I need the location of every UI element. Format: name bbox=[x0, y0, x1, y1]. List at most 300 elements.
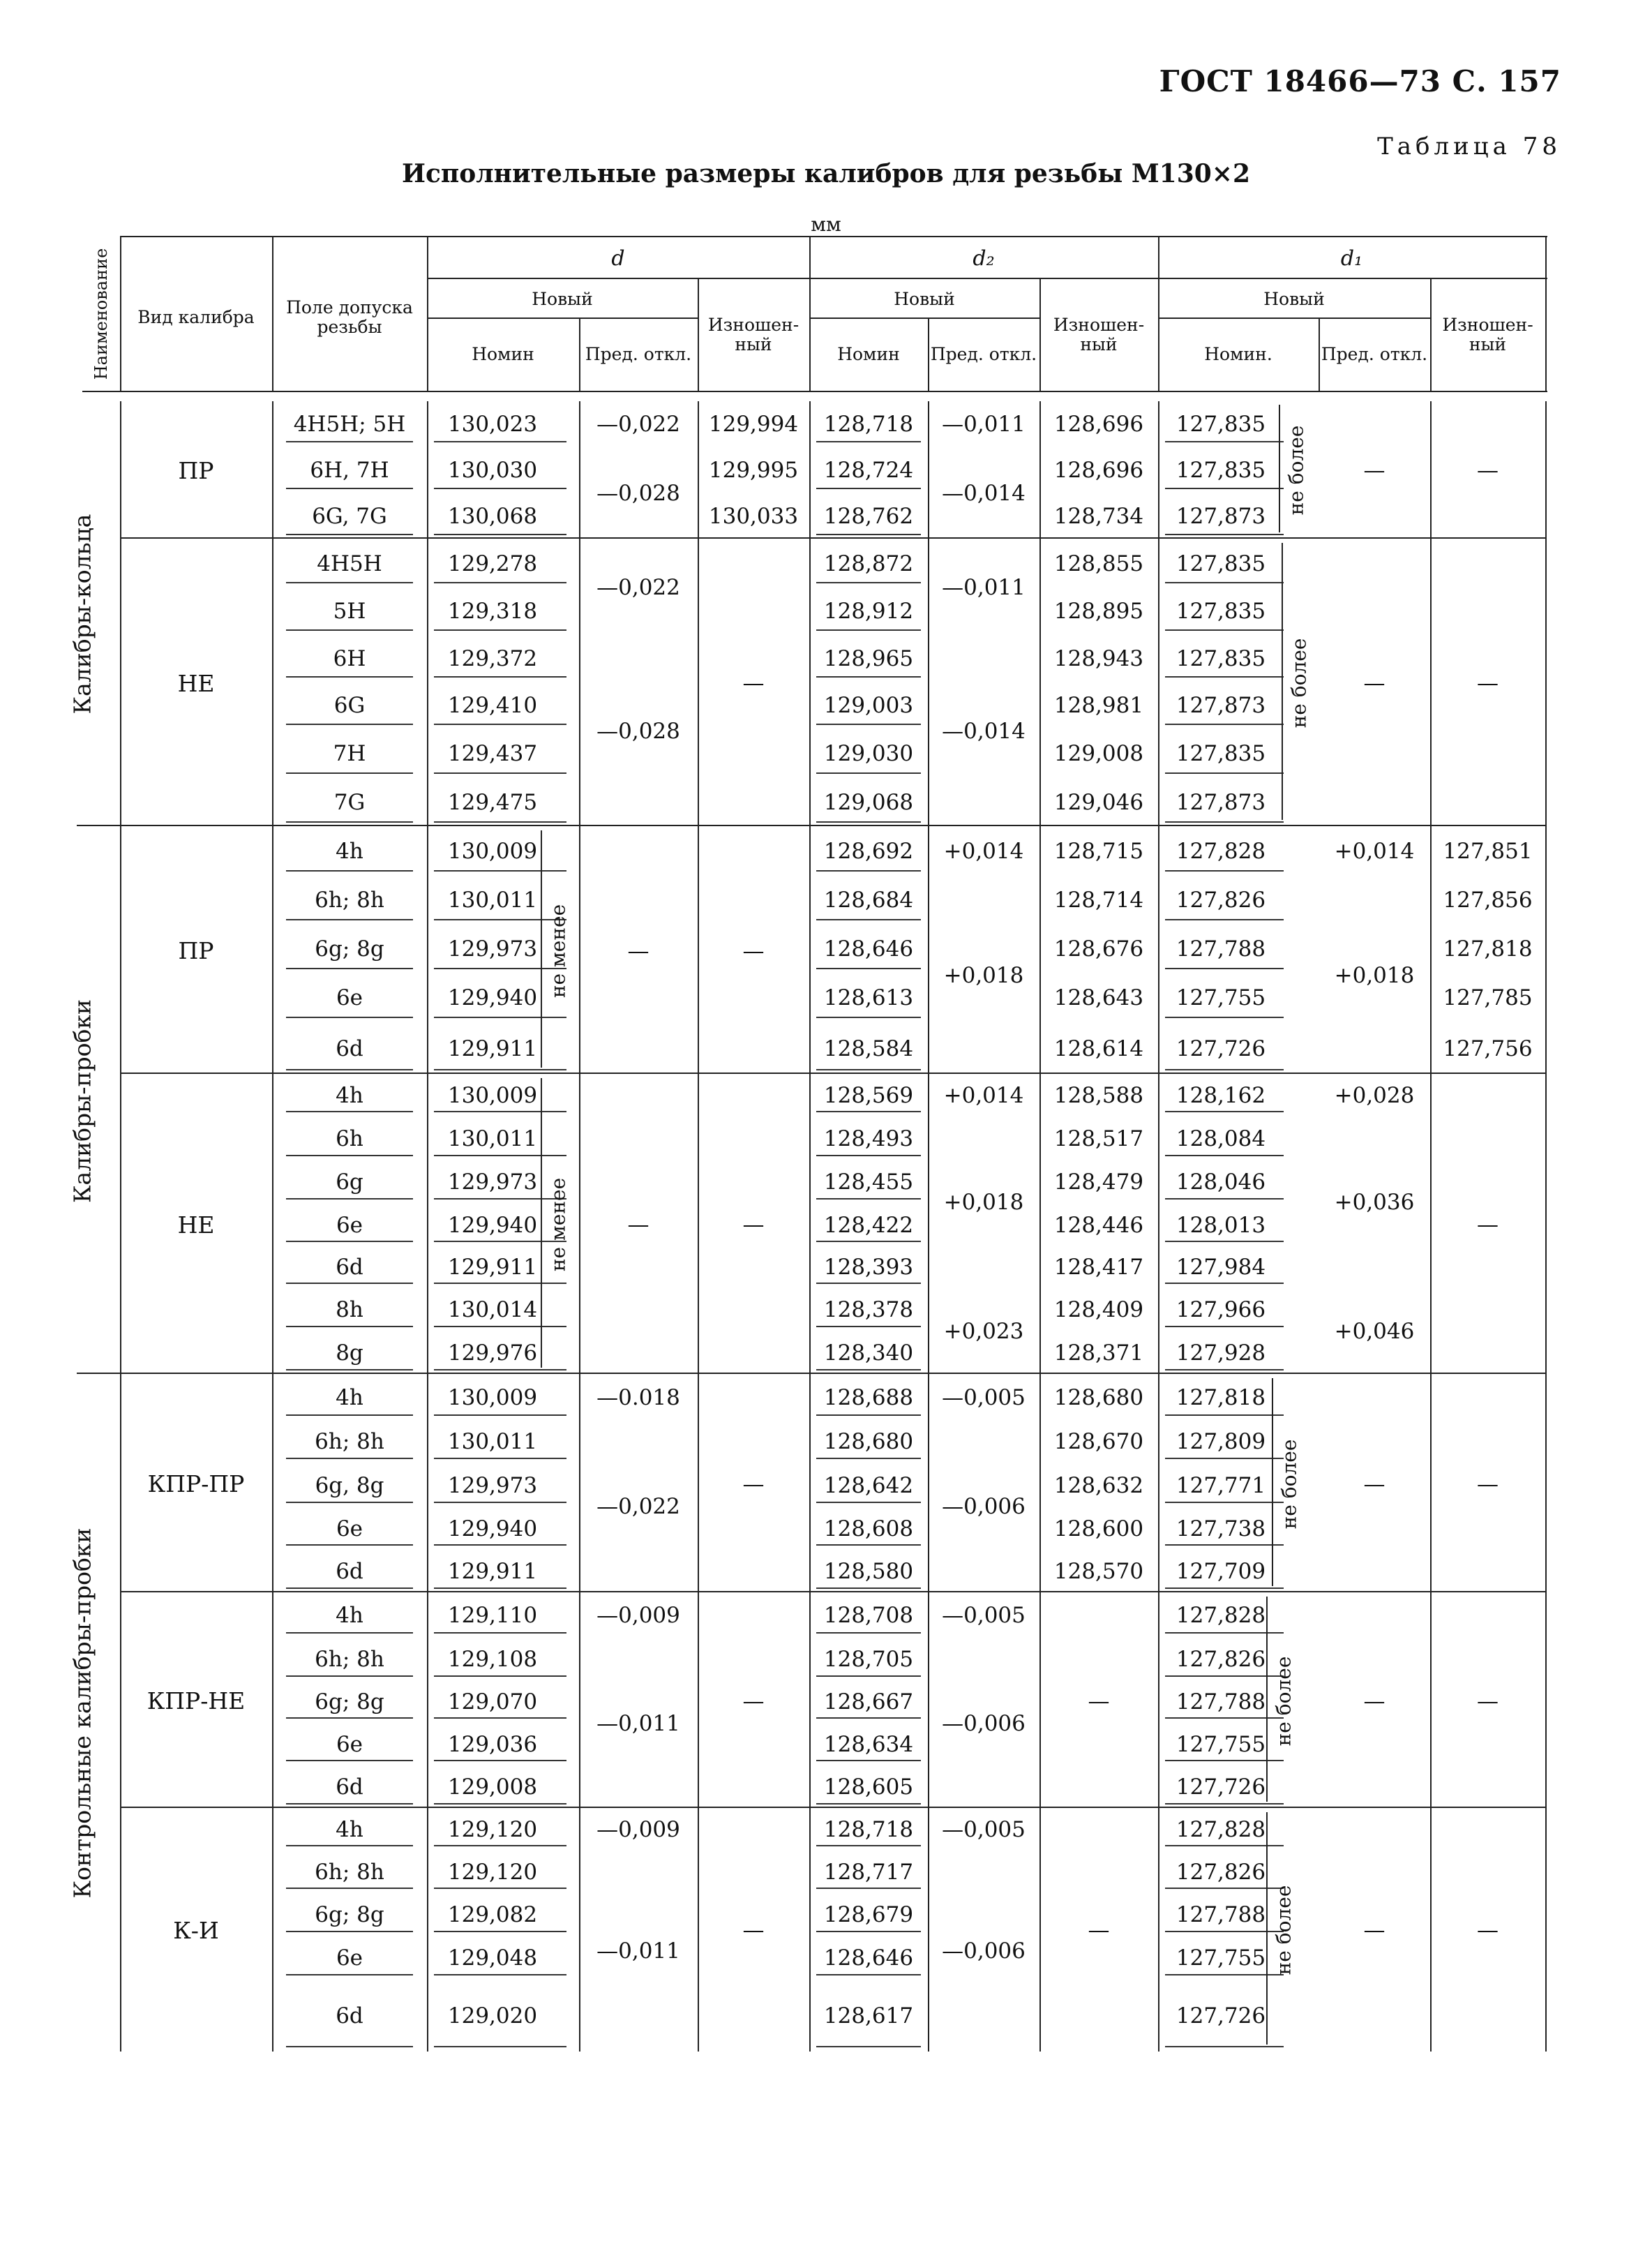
row-underline-d2 bbox=[816, 1414, 921, 1416]
d1-nominal: 127,873 bbox=[1176, 693, 1266, 718]
d2-nominal: 128,708 bbox=[823, 1603, 914, 1628]
tolerance-field: 6e bbox=[336, 985, 363, 1010]
d1-nominal: 127,835 bbox=[1176, 599, 1266, 624]
row-underline-pole bbox=[286, 1675, 413, 1677]
row-underline-d bbox=[434, 1069, 566, 1070]
tolerance-field: 6e bbox=[336, 1212, 363, 1238]
d1-nominal: 127,788 bbox=[1176, 1902, 1266, 1927]
merged-d2p: +0,014 bbox=[943, 839, 1024, 864]
merged-dp: —0,028 bbox=[596, 480, 680, 506]
row-underline-d1 bbox=[1165, 772, 1284, 774]
d2-nominal: 128,422 bbox=[823, 1212, 914, 1238]
tolerance-field: 6d bbox=[336, 1774, 363, 1800]
header-d1-sub-rule bbox=[1158, 317, 1430, 319]
d1-nominal: 127,709 bbox=[1176, 1559, 1266, 1584]
limit-bracket-2 bbox=[541, 830, 542, 1068]
d-nominal: 129,120 bbox=[447, 1859, 538, 1885]
d1-nominal: 127,826 bbox=[1176, 888, 1266, 913]
row-underline-pole bbox=[286, 676, 413, 678]
d2-worn: 128,588 bbox=[1053, 1083, 1144, 1108]
row-underline-d1 bbox=[1165, 1017, 1284, 1018]
d1-nominal: 127,788 bbox=[1176, 1689, 1266, 1714]
merged-dw: — bbox=[742, 1212, 765, 1237]
row-underline-d bbox=[434, 1155, 566, 1156]
tolerance-field: 6g bbox=[336, 1170, 363, 1195]
d2-nominal: 128,455 bbox=[823, 1170, 914, 1195]
d1-nominal: 127,966 bbox=[1176, 1297, 1266, 1322]
tolerance-field: 6d bbox=[336, 1559, 363, 1584]
row-underline-d2 bbox=[816, 724, 921, 725]
d2-nominal: 128,762 bbox=[823, 504, 914, 529]
tolerance-field: 6h; 8h bbox=[315, 1859, 384, 1885]
tolerance-field: 6g; 8g bbox=[315, 1902, 384, 1927]
tolerance-field: 6h bbox=[336, 1126, 363, 1151]
row-underline-pole bbox=[286, 1760, 413, 1761]
d2-nominal: 128,679 bbox=[823, 1902, 914, 1927]
d1-nominal: 128,013 bbox=[1176, 1212, 1266, 1238]
row-underline-d2 bbox=[816, 1198, 921, 1200]
row-underline-d1 bbox=[1165, 1326, 1284, 1327]
d2-nominal: 128,580 bbox=[823, 1559, 914, 1584]
row-underline-pole bbox=[286, 1241, 413, 1242]
merged-d2p: —0,006 bbox=[942, 1710, 1026, 1736]
row-underline-pole bbox=[286, 1931, 413, 1932]
d2-nominal: 128,608 bbox=[823, 1516, 914, 1541]
d-nominal: 129,278 bbox=[447, 551, 538, 576]
header-pole: Поле допуска резьбы bbox=[286, 297, 413, 337]
gauge-type-2: ПР bbox=[178, 937, 214, 964]
header-d-sub-rule bbox=[427, 317, 699, 319]
d1-nominal: 127,738 bbox=[1176, 1516, 1266, 1541]
merged-d1p: +0,036 bbox=[1334, 1190, 1415, 1215]
merged-d1p: — bbox=[1363, 1688, 1386, 1714]
d2-nominal: 128,684 bbox=[823, 888, 914, 913]
tolerance-field: 4h bbox=[336, 1384, 363, 1410]
row-underline-d bbox=[434, 1888, 566, 1889]
d2-nominal: 128,340 bbox=[823, 1340, 914, 1366]
row-underline-d bbox=[434, 821, 566, 823]
tolerance-field: 6G, 7G bbox=[312, 504, 387, 529]
d2-nominal: 128,705 bbox=[823, 1647, 914, 1672]
tolerance-field: 4h bbox=[336, 1603, 363, 1628]
row-underline-d2 bbox=[816, 1544, 921, 1546]
row-underline-pole bbox=[286, 1111, 413, 1112]
row-underline-pole bbox=[286, 1369, 413, 1370]
row-underline-d1 bbox=[1165, 629, 1284, 631]
row-underline-d bbox=[434, 1414, 566, 1416]
merged-d2w: — bbox=[1088, 1918, 1110, 1943]
d1-nominal: 127,984 bbox=[1176, 1255, 1266, 1280]
row-underline-d1 bbox=[1165, 1198, 1284, 1200]
row-underline-d bbox=[434, 1587, 566, 1589]
d-nominal: 129,070 bbox=[447, 1689, 538, 1714]
header-d-worn: Изношен-ный bbox=[707, 315, 799, 354]
d-nominal: 129,911 bbox=[447, 1559, 538, 1584]
row-underline-pole bbox=[286, 1198, 413, 1200]
d-nominal: 130,009 bbox=[447, 1384, 538, 1410]
row-underline-d2 bbox=[816, 582, 921, 583]
d-nominal: 130,023 bbox=[447, 411, 538, 437]
d-nominal: 129,940 bbox=[447, 1516, 538, 1541]
row-underline-d1 bbox=[1165, 1283, 1284, 1284]
merged-d1p: +0,028 bbox=[1334, 1083, 1415, 1108]
d2-worn: 128,417 bbox=[1053, 1255, 1144, 1280]
d-nominal: 129,911 bbox=[447, 1036, 538, 1061]
tolerance-field: 6d bbox=[336, 2003, 363, 2028]
row-underline-pole bbox=[286, 968, 413, 969]
row-underline-pole bbox=[286, 1283, 413, 1284]
d2-nominal: 128,613 bbox=[823, 985, 914, 1010]
section-label-0: Калибры-кольца bbox=[68, 514, 96, 715]
tolerance-field: 6h; 8h bbox=[315, 1647, 384, 1672]
limit-label: не менее bbox=[546, 904, 570, 998]
gauge-type-0: ПР bbox=[178, 456, 214, 484]
row-underline-d1 bbox=[1165, 1155, 1284, 1156]
d2-worn: 129,008 bbox=[1053, 741, 1144, 766]
d-nominal: 129,108 bbox=[447, 1647, 538, 1672]
row-underline-d1 bbox=[1165, 1069, 1284, 1070]
row-underline-pole bbox=[286, 1458, 413, 1459]
d2-nominal: 128,605 bbox=[823, 1774, 914, 1800]
row-underline-d bbox=[434, 1760, 566, 1761]
merged-d1p: +0,014 bbox=[1334, 839, 1415, 864]
tolerance-field: 6h; 8h bbox=[315, 1429, 384, 1454]
row-underline-d bbox=[434, 2046, 566, 2047]
d2-worn: 128,600 bbox=[1053, 1516, 1144, 1541]
merged-d1w: — bbox=[1477, 1918, 1499, 1943]
row-underline-d bbox=[434, 1544, 566, 1546]
d-nominal: 129,020 bbox=[447, 2003, 538, 2028]
d1-nominal: 127,788 bbox=[1176, 936, 1266, 962]
merged-dw: — bbox=[742, 671, 765, 696]
row-underline-d bbox=[434, 1283, 566, 1284]
row-underline-pole bbox=[286, 1803, 413, 1805]
row-underline-d1 bbox=[1165, 1544, 1284, 1546]
limit-label: не менее bbox=[546, 1177, 570, 1272]
d1-worn: 127,851 bbox=[1443, 839, 1533, 864]
row-underline-d bbox=[434, 534, 566, 535]
limit-bracket-0 bbox=[1279, 405, 1280, 532]
d2-worn: 128,895 bbox=[1053, 599, 1144, 624]
d-nominal: 129,973 bbox=[447, 1472, 538, 1498]
d1-nominal: 127,835 bbox=[1176, 411, 1266, 437]
merged-d1p: — bbox=[1363, 458, 1386, 483]
merged-d1p: — bbox=[1363, 671, 1386, 696]
d1-nominal: 127,726 bbox=[1176, 2003, 1266, 2028]
d-nominal: 129,940 bbox=[447, 985, 538, 1010]
d2-nominal: 128,692 bbox=[823, 839, 914, 864]
row-underline-pole bbox=[286, 1845, 413, 1846]
row-underline-d2 bbox=[816, 919, 921, 920]
header-group-rule bbox=[427, 278, 1547, 279]
d2-nominal: 128,688 bbox=[823, 1384, 914, 1410]
row-underline-pole bbox=[286, 1155, 413, 1156]
row-underline-pole bbox=[286, 629, 413, 631]
d-nominal: 129,911 bbox=[447, 1255, 538, 1280]
d1-worn: 127,856 bbox=[1443, 888, 1533, 913]
d-nominal: 129,048 bbox=[447, 1945, 538, 1971]
merged-d2p: +0,014 bbox=[943, 1083, 1024, 1108]
header-d2-dev: Пред. откл. bbox=[930, 343, 1037, 364]
unit-label: мм bbox=[811, 213, 841, 236]
d2-nominal: 128,680 bbox=[823, 1429, 914, 1454]
merged-dp: —0,022 bbox=[596, 574, 680, 600]
d-worn: 130,033 bbox=[708, 504, 799, 529]
d2-worn: 128,371 bbox=[1053, 1340, 1144, 1366]
merged-dp: —0,022 bbox=[596, 411, 680, 437]
header-top-rule bbox=[120, 236, 1547, 237]
d1-nominal: 127,771 bbox=[1176, 1472, 1266, 1498]
d1-nominal: 127,835 bbox=[1176, 551, 1266, 576]
limit-bracket-6 bbox=[1266, 1812, 1268, 2045]
d2-nominal: 128,393 bbox=[823, 1255, 914, 1280]
row-underline-d2 bbox=[816, 1155, 921, 1156]
d2-worn: 128,981 bbox=[1053, 693, 1144, 718]
row-underline-pole bbox=[286, 1017, 413, 1018]
d1-nominal: 127,928 bbox=[1176, 1340, 1266, 1366]
merged-d1p: +0,046 bbox=[1334, 1319, 1415, 1344]
d1-nominal: 127,828 bbox=[1176, 1817, 1266, 1842]
row-underline-d bbox=[434, 1369, 566, 1370]
d-nominal: 129,973 bbox=[447, 936, 538, 962]
limit-label: не более bbox=[1287, 638, 1311, 729]
row-underline-d2 bbox=[816, 441, 921, 442]
d1-nominal: 127,835 bbox=[1176, 741, 1266, 766]
row-underline-d1 bbox=[1165, 724, 1284, 725]
row-underline-pole bbox=[286, 2046, 413, 2047]
header-d2-worn: Изношен-ный bbox=[1053, 315, 1145, 354]
row-underline-d bbox=[434, 870, 566, 872]
row-underline-d1 bbox=[1165, 534, 1284, 535]
d1-nominal: 127,755 bbox=[1176, 985, 1266, 1010]
row-underline-d2 bbox=[816, 1632, 921, 1634]
row-underline-pole bbox=[286, 1414, 413, 1416]
merged-dp: —0.018 bbox=[596, 1384, 680, 1410]
d2-nominal: 128,646 bbox=[823, 936, 914, 962]
row-underline-pole bbox=[286, 1326, 413, 1327]
row-underline-d1 bbox=[1165, 1414, 1284, 1416]
header-d1-nom: Номин. bbox=[1204, 343, 1272, 364]
tolerance-field: 6h; 8h bbox=[315, 888, 384, 913]
row-underline-d bbox=[434, 1632, 566, 1634]
d2-worn: 128,943 bbox=[1053, 645, 1144, 671]
tolerance-field: 6g; 8g bbox=[315, 936, 384, 962]
d-nominal: 130,009 bbox=[447, 1083, 538, 1108]
row-underline-d2 bbox=[816, 1069, 921, 1070]
row-underline-d1 bbox=[1165, 919, 1284, 920]
d-nominal: 130,030 bbox=[447, 457, 538, 483]
tolerance-field: 6e bbox=[336, 1516, 363, 1541]
d2-nominal: 128,724 bbox=[823, 457, 914, 483]
tolerance-field: 4h bbox=[336, 839, 363, 864]
row-underline-d bbox=[434, 1502, 566, 1503]
limit-label: не более bbox=[1272, 1885, 1296, 1975]
merged-d1w: — bbox=[1477, 1688, 1499, 1714]
tolerance-field: 7G bbox=[333, 790, 366, 815]
row-underline-d1 bbox=[1165, 968, 1284, 969]
row-underline-d bbox=[434, 1931, 566, 1932]
section-label-1: Калибры-пробки bbox=[68, 999, 96, 1203]
d-nominal: 129,036 bbox=[447, 1731, 538, 1757]
row-underline-pole bbox=[286, 772, 413, 774]
limit-label: не более bbox=[1277, 1439, 1301, 1529]
row-underline-d2 bbox=[816, 821, 921, 823]
d-worn: 129,995 bbox=[708, 457, 799, 483]
d2-nominal: 128,493 bbox=[823, 1126, 914, 1151]
row-underline-pole bbox=[286, 1502, 413, 1503]
row-underline-pole bbox=[286, 1717, 413, 1719]
row-underline-d2 bbox=[816, 1017, 921, 1018]
row-underline-d1 bbox=[1165, 441, 1284, 442]
row-underline-d bbox=[434, 1111, 566, 1112]
limit-bracket-1 bbox=[1282, 543, 1283, 820]
row-underline-d2 bbox=[816, 1888, 921, 1889]
row-underline-d bbox=[434, 1717, 566, 1719]
d2-worn: 128,734 bbox=[1053, 504, 1144, 529]
row-underline-d bbox=[434, 676, 566, 678]
d1-nominal: 127,809 bbox=[1176, 1429, 1266, 1454]
row-underline-d2 bbox=[816, 1326, 921, 1327]
body-vline-10 bbox=[1545, 401, 1547, 2052]
row-underline-d bbox=[434, 1974, 566, 1975]
d-nominal: 129,082 bbox=[447, 1902, 538, 1927]
d2-worn: 128,714 bbox=[1053, 888, 1144, 913]
header-vline-5 bbox=[1545, 237, 1547, 392]
d2-nominal: 128,872 bbox=[823, 551, 914, 576]
merged-d2p: —0,006 bbox=[942, 1494, 1026, 1519]
header-d-dev: Пред. откл. bbox=[585, 343, 692, 364]
row-underline-d bbox=[434, 1017, 566, 1018]
d2-nominal: 128,717 bbox=[823, 1859, 914, 1885]
header-d2: d₂ bbox=[973, 246, 995, 271]
merged-d1w: — bbox=[1477, 1212, 1499, 1237]
d2-worn: 129,046 bbox=[1053, 790, 1144, 815]
d2-worn: 128,446 bbox=[1053, 1212, 1144, 1238]
merged-d1w: — bbox=[1477, 458, 1499, 483]
d2-nominal: 128,646 bbox=[823, 1945, 914, 1971]
d2-worn: 128,570 bbox=[1053, 1559, 1144, 1584]
d2-worn: 128,855 bbox=[1053, 551, 1144, 576]
d-nominal: 129,372 bbox=[447, 645, 538, 671]
merged-d1w: — bbox=[1477, 1471, 1499, 1497]
merged-d2p: —0,005 bbox=[942, 1384, 1026, 1410]
header-vid: Вид калибра bbox=[137, 307, 255, 327]
row-underline-d bbox=[434, 1458, 566, 1459]
merged-d2w: — bbox=[1088, 1688, 1110, 1714]
row-underline-d bbox=[434, 724, 566, 725]
row-underline-d2 bbox=[816, 1369, 921, 1370]
row-underline-d2 bbox=[816, 534, 921, 535]
merged-d2p: +0,023 bbox=[943, 1319, 1024, 1344]
row-underline-d2 bbox=[816, 1803, 921, 1805]
d-nominal: 129,940 bbox=[447, 1212, 538, 1238]
d1-nominal: 127,826 bbox=[1176, 1859, 1266, 1885]
d1-nominal: 127,828 bbox=[1176, 839, 1266, 864]
merged-dp: —0,022 bbox=[596, 1494, 680, 1519]
row-underline-d1 bbox=[1165, 821, 1284, 823]
d-nominal: 129,110 bbox=[447, 1603, 538, 1628]
d1-nominal: 127,726 bbox=[1176, 1036, 1266, 1061]
d2-worn: 128,479 bbox=[1053, 1170, 1144, 1195]
tolerance-field: 7H bbox=[333, 741, 366, 766]
merged-d2p: —0,014 bbox=[942, 480, 1026, 506]
row-underline-d2 bbox=[816, 1931, 921, 1932]
d2-worn: 128,517 bbox=[1053, 1126, 1144, 1151]
row-underline-d1 bbox=[1165, 1587, 1284, 1589]
row-underline-d1 bbox=[1165, 1241, 1284, 1242]
limit-label: не более bbox=[1272, 1656, 1296, 1746]
row-underline-pole bbox=[286, 1069, 413, 1070]
gauge-type-5: КПР-НЕ bbox=[147, 1687, 246, 1714]
row-underline-d2 bbox=[816, 488, 921, 489]
d-nominal: 130,009 bbox=[447, 839, 538, 864]
header-naimenovanie: Наименование bbox=[91, 248, 111, 380]
tolerance-field: 4H5H; 5H bbox=[293, 411, 406, 437]
row-underline-pole bbox=[286, 441, 413, 442]
merged-d2p: —0,005 bbox=[942, 1603, 1026, 1628]
d1-nominal: 127,755 bbox=[1176, 1731, 1266, 1757]
limit-label: не более bbox=[1284, 425, 1308, 516]
d1-worn: 127,818 bbox=[1443, 936, 1533, 962]
merged-dp: —0,028 bbox=[596, 718, 680, 744]
d-nominal: 129,437 bbox=[447, 741, 538, 766]
limit-bracket-5 bbox=[1266, 1597, 1268, 1802]
row-underline-d2 bbox=[816, 1283, 921, 1284]
merged-d2p: —0,005 bbox=[942, 1817, 1026, 1842]
row-underline-d1 bbox=[1165, 1458, 1284, 1459]
row-underline-d2 bbox=[816, 1760, 921, 1761]
row-underline-d bbox=[434, 1675, 566, 1677]
d-nominal: 130,011 bbox=[447, 1429, 538, 1454]
d2-worn: 128,670 bbox=[1053, 1429, 1144, 1454]
d-worn: 129,994 bbox=[708, 411, 799, 437]
d1-nominal: 127,835 bbox=[1176, 645, 1266, 671]
tolerance-field: 6G bbox=[333, 693, 366, 718]
row-underline-d1 bbox=[1165, 870, 1284, 872]
row-underline-d2 bbox=[816, 1458, 921, 1459]
tolerance-field: 8g bbox=[336, 1340, 363, 1366]
tolerance-field: 6e bbox=[336, 1945, 363, 1971]
d2-nominal: 128,718 bbox=[823, 411, 914, 437]
row-underline-d2 bbox=[816, 1974, 921, 1975]
d2-worn: 128,715 bbox=[1053, 839, 1144, 864]
merged-d2p: —0,014 bbox=[942, 718, 1026, 744]
header-d1: d₁ bbox=[1340, 246, 1363, 271]
tolerance-field: 6g, 8g bbox=[315, 1472, 384, 1498]
d2-nominal: 128,912 bbox=[823, 599, 914, 624]
merged-d2p: +0,018 bbox=[943, 1190, 1024, 1215]
row-underline-d bbox=[434, 1326, 566, 1327]
gauge-type-4: КПР-ПР bbox=[147, 1470, 245, 1497]
table-title: Исполнительные размеры калибров для резьбы М130×2 bbox=[401, 159, 1251, 188]
gauge-type-6: К-И bbox=[173, 1916, 219, 1944]
merged-dp: — bbox=[627, 1212, 649, 1237]
d1-nominal: 127,755 bbox=[1176, 1945, 1266, 1971]
d1-nominal: 127,726 bbox=[1176, 1774, 1266, 1800]
d1-nominal: 127,873 bbox=[1176, 504, 1266, 529]
merged-d2p: —0,011 bbox=[942, 574, 1026, 600]
row-underline-d2 bbox=[816, 1587, 921, 1589]
d2-nominal: 128,378 bbox=[823, 1297, 914, 1322]
tolerance-field: 6H, 7H bbox=[310, 457, 389, 483]
d2-nominal: 129,003 bbox=[823, 693, 914, 718]
merged-d1p: +0,018 bbox=[1334, 962, 1415, 988]
row-underline-d2 bbox=[816, 1502, 921, 1503]
d2-worn: 128,696 bbox=[1053, 457, 1144, 483]
merged-dp: —0,009 bbox=[596, 1817, 680, 1842]
limit-bracket-3 bbox=[541, 1078, 542, 1368]
table-number: Таблица 78 bbox=[1377, 133, 1561, 160]
